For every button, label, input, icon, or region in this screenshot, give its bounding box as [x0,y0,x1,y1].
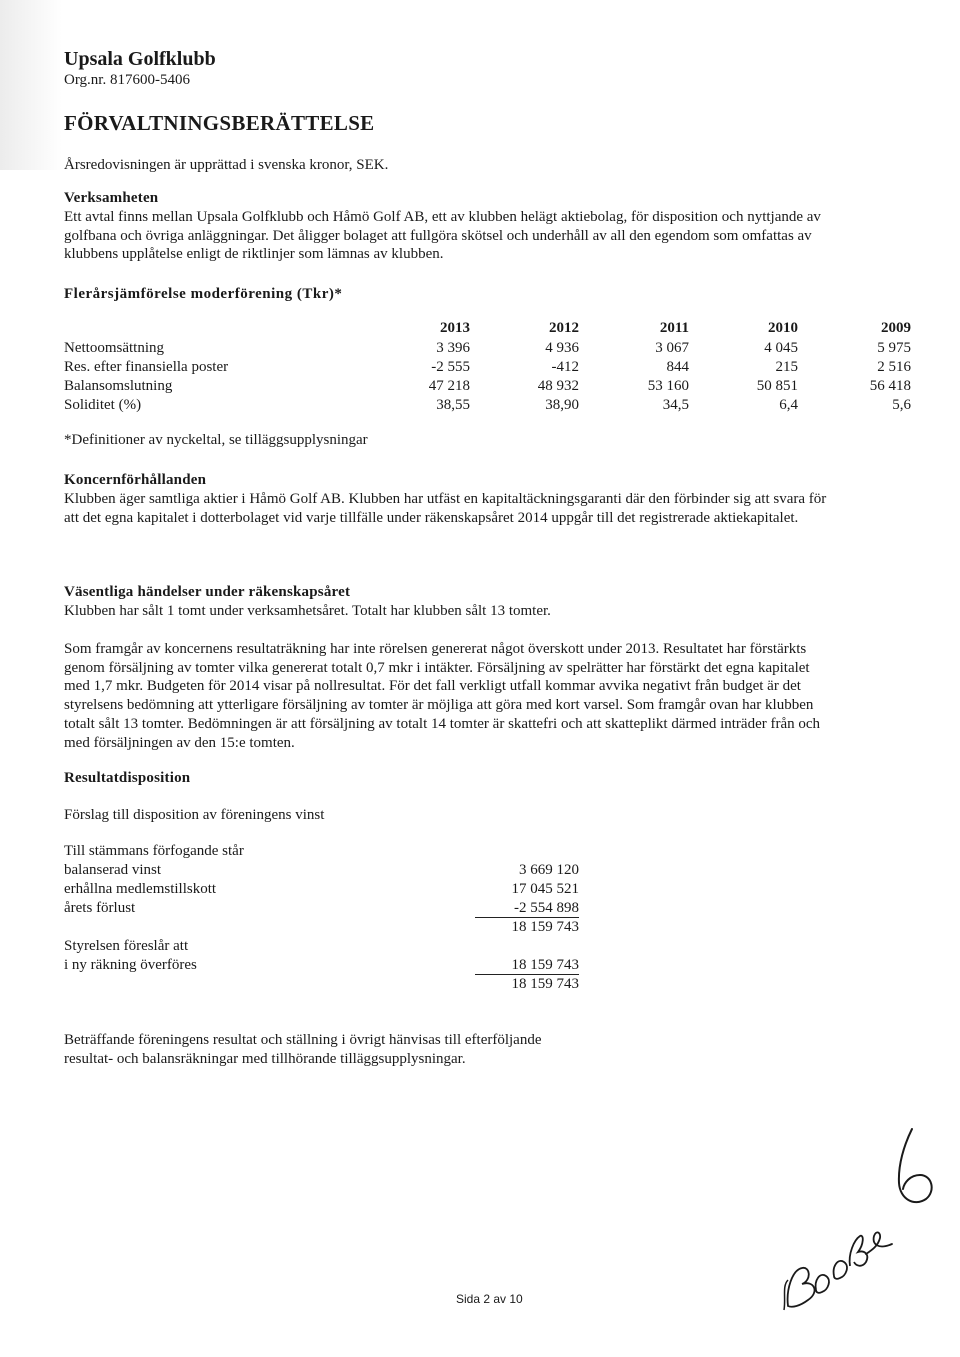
table-cell: 53 160 [647,378,689,394]
table-cell: 3 396 [436,340,470,356]
table-row [64,397,914,415]
verksamheten-paragraph [64,208,904,264]
vasentliga-paragraph-2 [64,640,904,752]
table-cell: 4 045 [764,340,798,356]
currency-note: Årsredovisningen är upprättad i svenska kronor, SEK. [64,157,389,173]
year-header: 2010 [768,320,798,336]
available-total: 18 159 743 [511,919,579,935]
table-cell: 5,6 [892,397,911,413]
paragraph-line: Klubben äger samtliga aktier i Håmö Golf AB. Klubben har utfäst en kapitaltäckningsgaranti där den förbinder sig att svara för [64,491,827,507]
paragraph-line: totalt sålt 13 tomter. Bedömningen är att försäljning av totalt 14 tomter är skattefri och att skatteplikt därmed inträder från och [64,715,821,732]
handwritten-page-number-six [890,1125,950,1215]
paragraph-line: Som framgår av koncernens resultaträkning har inte rörelsen genererat något överskott under 2013. Resultatet har förstärkts [64,641,807,657]
table-cell: -2 555 [431,359,470,375]
definitions-footnote: *Definitioner av nyckeltal, se tilläggsupplysningar [64,432,368,448]
paragraph-line: med försäljningen av den 15:e tomten. [64,734,295,751]
table-row [64,359,914,377]
proposal-line: Styrelsen föreslår att [64,938,189,954]
table-cell: 2 516 [877,359,911,375]
paragraph-line: Beträffande föreningens resultat och ställning i övrigt hänvisas till efterföljande [64,1032,542,1048]
table-cell: 5 975 [877,340,911,356]
table-cell: 6,4 [779,397,798,413]
year-header: 2009 [881,320,911,336]
paragraph-line: med 1,7 mkr. Budgeten för 2014 visar på nollresultat. För det fall verkligt utfall kommar avvika negativt från budget är det [64,678,801,695]
disposition-item-label: erhållna medlemstillskott [64,881,217,897]
proposal-total: 18 159 743 [511,976,579,992]
closing-paragraph [64,1031,904,1068]
disposition-item-amount: -2 554 898 [475,900,579,918]
resultatdisposition-subheading: Förslag till disposition av föreningens vinst [64,807,325,823]
paragraph-line: golfbana och övriga anläggningar. Det åligger bolaget att fullgöra skötsel och underhåll av all den egendom som omfattas av [64,227,812,244]
row-label: Nettoomsättning [64,340,164,356]
proposal-amount: 18 159 743 [475,957,579,975]
section-heading-vasentliga-handelser: Väsentliga händelser under räkenskapsåret [64,584,351,600]
table-header-row [64,320,914,338]
table-cell: 47 218 [428,378,470,394]
disposition-item-amount: 17 045 521 [511,881,579,897]
table-cell: 56 418 [869,378,911,394]
table-cell: 215 [775,359,798,375]
table-cell: 34,5 [662,397,689,413]
handwritten-signature-initials [780,1210,900,1320]
page-number: Sida 2 av 10 [456,1292,523,1306]
scan-edge-shadow [0,0,62,170]
table-cell: 50 851 [756,378,798,394]
table-cell: -412 [551,359,579,375]
section-heading-koncernforhallanden: Koncernförhållanden [64,472,207,488]
table-row [64,340,914,358]
koncernforhallanden-paragraph [64,490,904,527]
paragraph-line: att det egna kapitalet i dotterbolaget vid varje tillfälle under räkenskapsåret 2014 uppgår till det registrerade aktiekapitalet. [64,509,799,526]
section-heading-resultatdisposition: Resultatdisposition [64,770,191,786]
disposition-item-amount: 3 669 120 [519,862,579,878]
document-title: FÖRVALTNINGSBERÄTTELSE [64,111,375,135]
table-cell: 844 [666,359,689,375]
table-cell: 38,55 [436,397,470,413]
paragraph-line: resultat- och balansräkningar med tillhörande tilläggsupplysningar. [64,1050,466,1067]
multi-year-table [64,320,914,420]
row-label: Soliditet (%) [64,397,142,413]
row-label: Balansomslutning [64,378,173,394]
vasentliga-paragraph-1: Klubben har sålt 1 tomt under verksamhetsåret. Totalt har klubben sålt 13 tomter. [64,603,551,619]
paragraph-line: genom försäljning av tomter vilka genererat totalt 0,7 mkr i intäkter. Försäljning av spelrätter har förstärkt det egna kapitalet [64,659,810,676]
disposition-item-label: årets förlust [64,900,136,916]
disposition-item-label: balanserad vinst [64,862,162,878]
paragraph-line: Ett avtal finns mellan Upsala Golfklubb och Håmö Golf AB, ett av klubben helägt aktiebolag, för disposition och nyttjande av [64,209,821,225]
section-heading-verksamheten: Verksamheten [64,190,159,206]
year-header: 2011 [659,320,689,336]
proposal-line: i ny räkning överföres [64,957,197,973]
organization-name: Upsala Golfklubb [64,48,216,70]
table-cell: 3 067 [655,340,689,356]
table-cell: 38,90 [545,397,579,413]
row-label: Res. efter finansiella poster [64,359,229,375]
available-heading: Till stämmans förfogande står [64,843,244,859]
table-row [64,378,914,396]
paragraph-line: klubbens upplåtelse enligt de riktlinjer som lämnas av klubben. [64,246,444,263]
year-header: 2013 [440,320,470,336]
paragraph-line: styrelsens bedömning att ytterligare försäljning av tomter är möjliga att göra med kort varsel. Som framgår ovan har klubben [64,697,814,714]
section-heading-flerarsjamforelse: Flerårsjämförelse moderförening (Tkr)* [64,286,343,302]
table-cell: 4 936 [545,340,579,356]
year-header: 2012 [549,320,579,336]
organization-number: Org.nr. 817600-5406 [64,72,190,88]
table-cell: 48 932 [537,378,579,394]
